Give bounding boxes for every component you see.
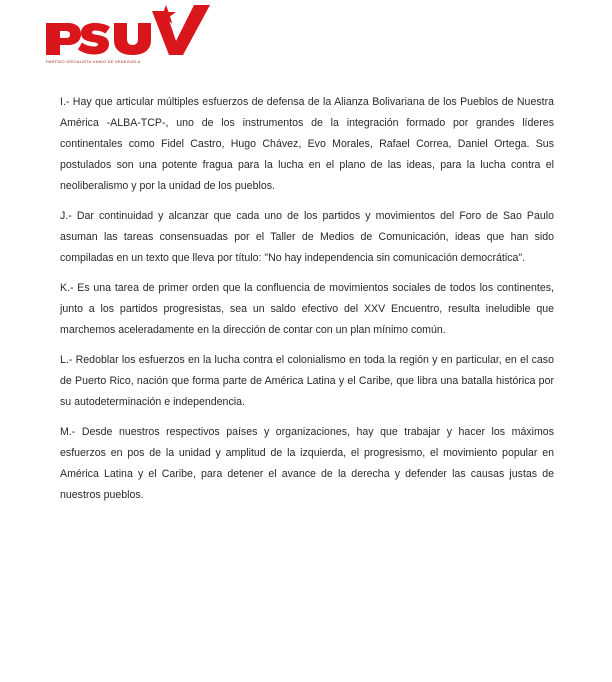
logo-subtitle: PARTIDO SOCIALISTA UNIDO DE VENEZUELA [46, 59, 141, 64]
psuv-logo-mark [44, 5, 214, 61]
paragraph-i: I.- Hay que articular múltiples esfuerzos de defensa de la Alianza Bolivariana de los Pueblos de Nuestra América -ALBA-TCP-, uno de los instrumentos de la integración formado por grandes líderes continentales como Fidel Castro, Hugo Chávez, Evo Morales, Rafael Correa, Daniel Ortega. Sus postulados son una potente fragua para la lucha en el plano de las ideas, para la lucha contra el neoliberalismo y por la unidad de los pueblos. [60, 96, 554, 192]
paragraph-j: J.- Dar continuidad y alcanzar que cada uno de los partidos y movimientos del Foro de Sao Paulo asuman las tareas consensuadas por el Taller de Medios de Comunicación, ideas que han sido compiladas en un texto que lleva por título: "No hay independencia sin comunicación democrática". [60, 210, 554, 264]
psuv-logo [44, 5, 214, 65]
paragraph-l: L.- Redoblar los esfuerzos en la lucha contra el colonialismo en toda la región y en particular, en el caso de Puerto Rico, nación que forma parte de América Latina y el Caribe, que libra una batalla histórica por su autodeterminación e independencia. [60, 354, 554, 408]
document-body [60, 92, 554, 515]
paragraph-m: M.- Desde nuestros respectivos países y organizaciones, hay que trabajar y hacer los máximos esfuerzos en pos de la unidad y amplitud de la izquierda, el progresismo, el movimiento popular en América Latina y el Caribe, para detener el avance de la derecha y defender las causas justas de nuestros pueblos. [60, 426, 554, 501]
paragraph-k: K.- Es una tarea de primer orden que la confluencia de movimientos sociales de todos los continentes, junto a los partidos progresistas, sea un saldo efectivo del XXV Encuentro, resulta ineludible que marchemos aceleradamente en la dirección de contar con un plan mínimo común. [60, 282, 554, 336]
